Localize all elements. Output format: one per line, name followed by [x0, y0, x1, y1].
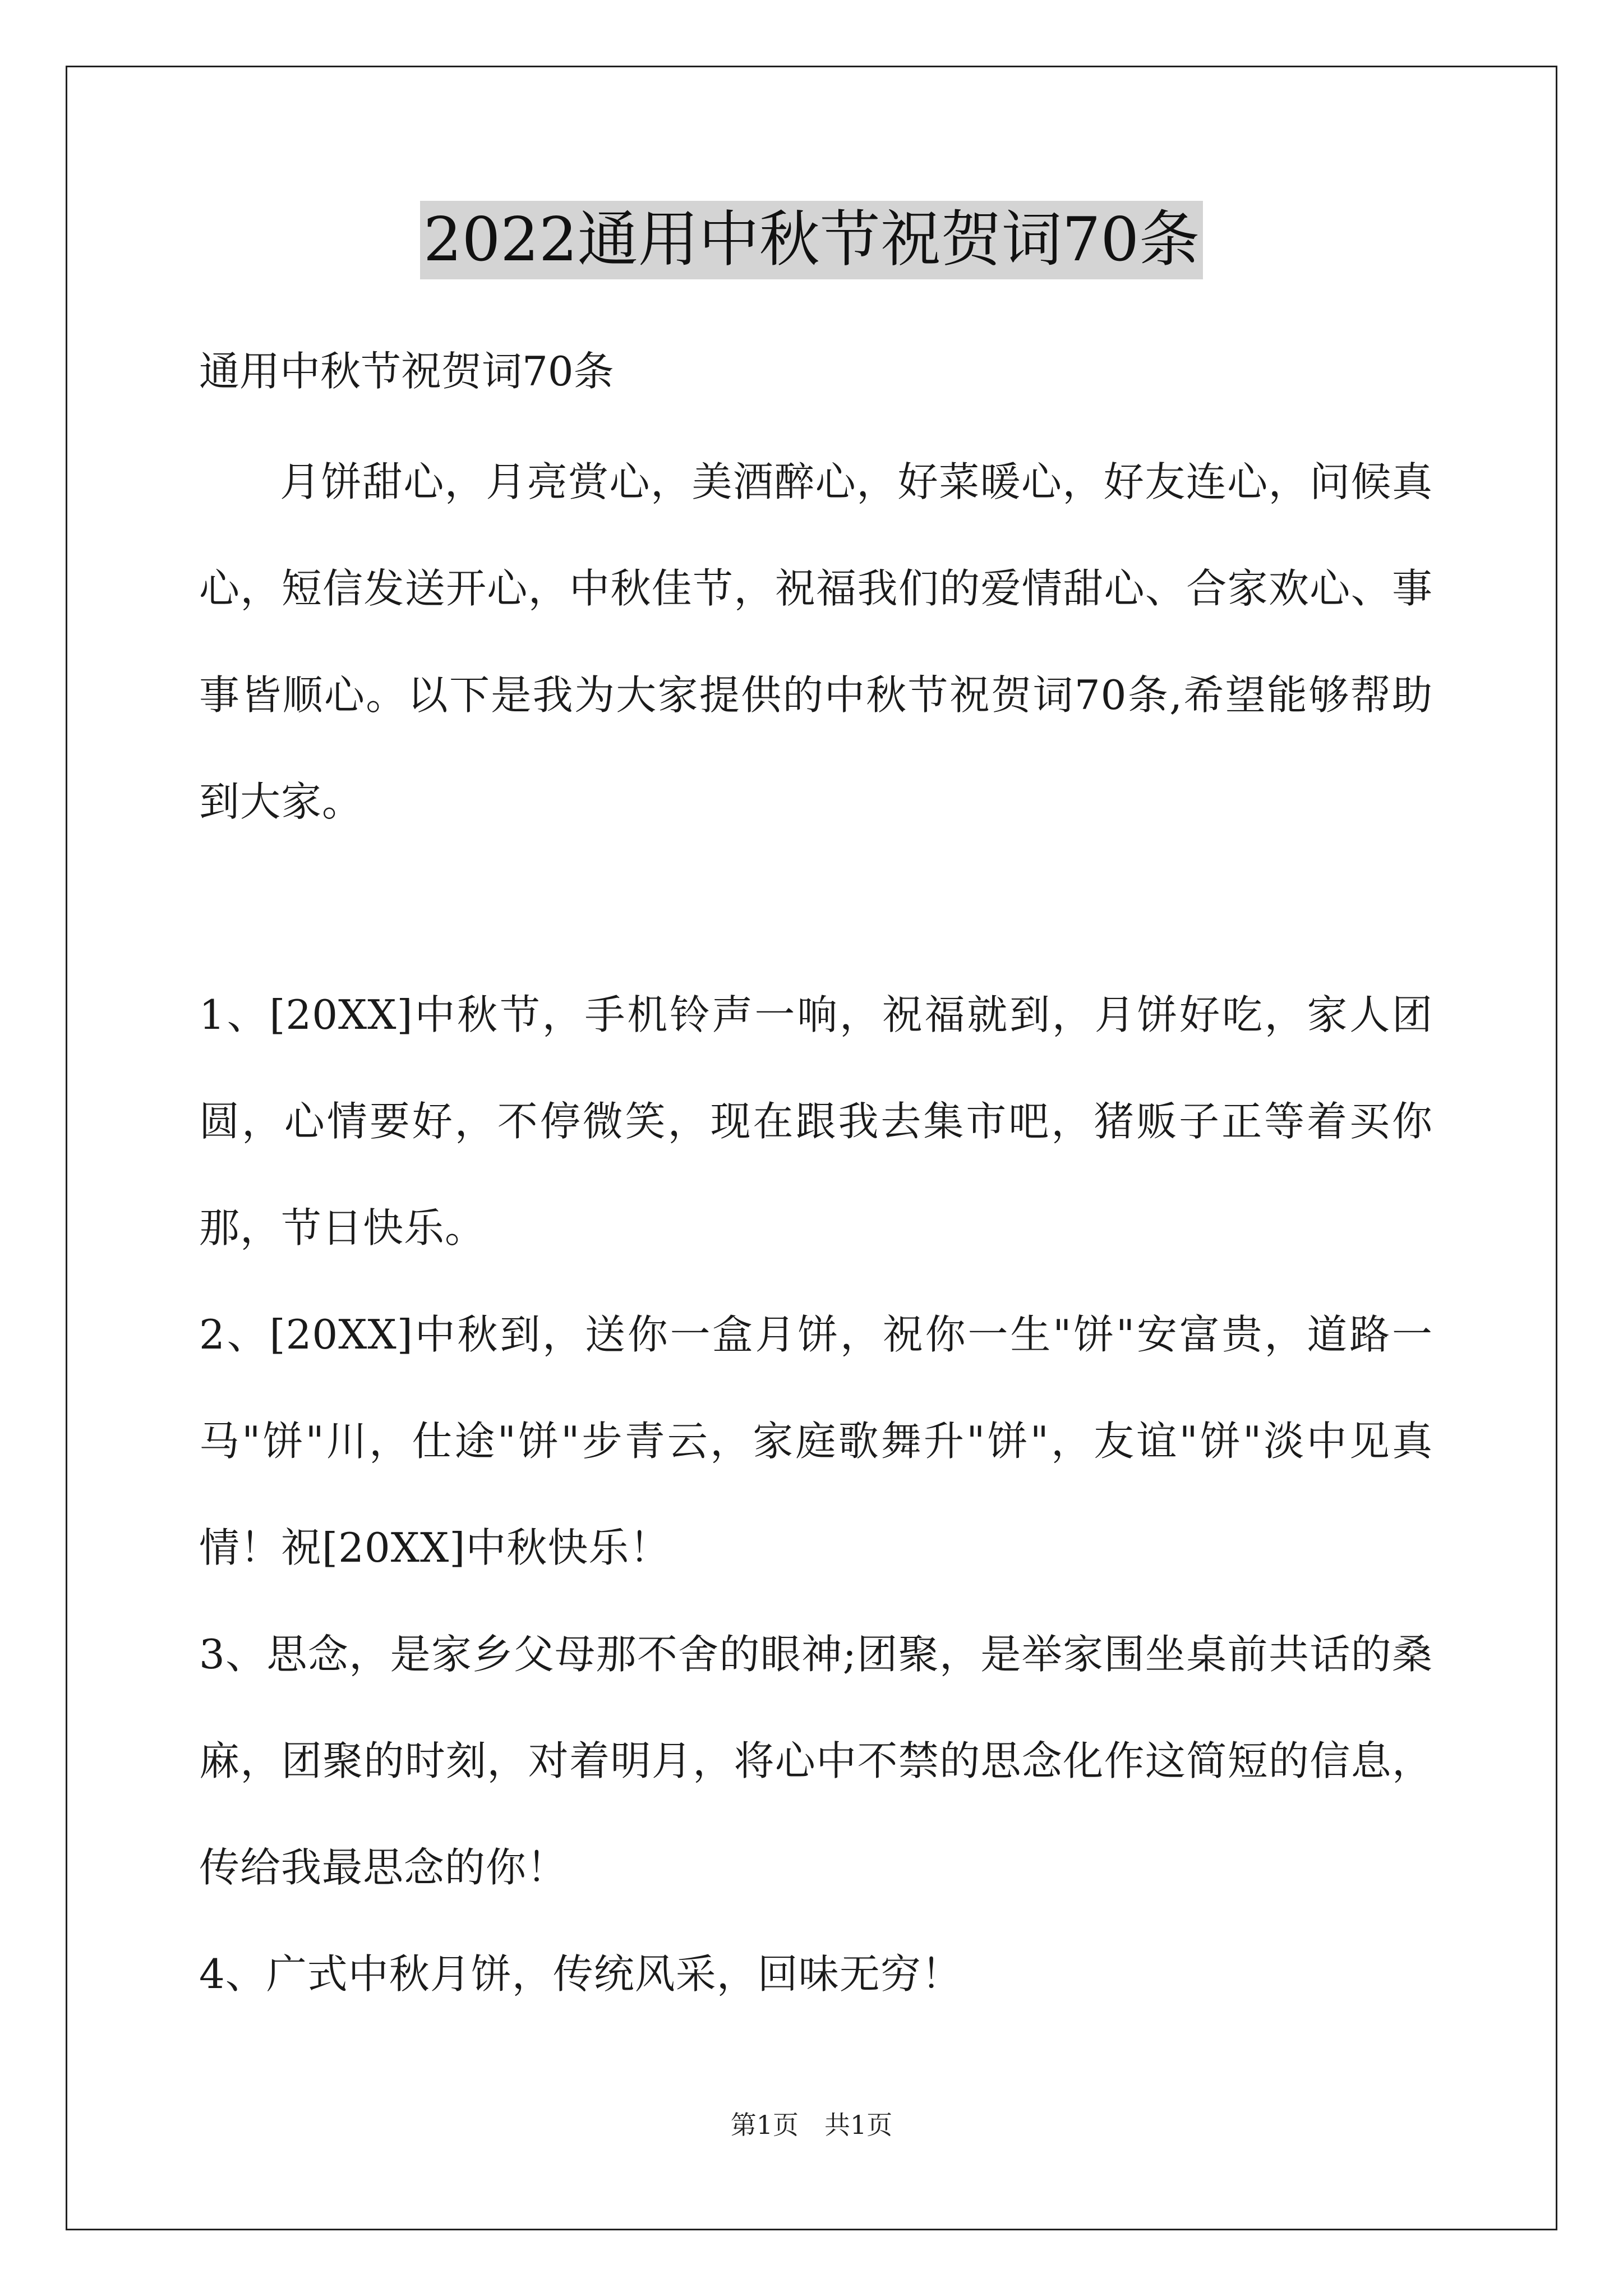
title-container — [0, 201, 1623, 279]
paragraph-gap — [199, 855, 1433, 961]
list-item-4: 4、广式中秋月饼，传统风采，回味无穷！ — [199, 1950, 962, 1998]
page-footer: 第1页 共1页 — [730, 2110, 893, 2140]
list-item-3: 3、思念，是家乡父母那不舍的眼神;团聚，是举家围坐桌前共话的桑麻，团聚的时刻，对着明月，将心中不禁的思念化作这简短的信息，传给我最思念的你！ — [199, 1631, 1433, 1891]
list-item-2: 2、[20XX]中秋到，送你一盒月饼，祝你一生"饼"安富贵，道路一马"饼"川，仕途"饼"步青云，家庭歌舞升"饼"，友谊"饼"淡中见真情！祝[20XX]中秋快乐！ — [199, 1311, 1433, 1571]
document-subtitle: 通用中秋节祝贺词70条 — [199, 348, 614, 395]
document-title: 2022通用中秋节祝贺词70条 — [420, 201, 1203, 279]
intro-paragraph: 月饼甜心，月亮赏心，美酒醉心，好菜暖心，好友连心，问候真心，短信发送开心，中秋佳节，祝福我们的爱情甜心、合家欢心、事事皆顺心。以下是我为大家提供的中秋节祝贺词70条,希望能够帮助到大家。 — [199, 458, 1433, 825]
list-item-1: 1、[20XX]中秋节，手机铃声一响，祝福就到，月饼好吃，家人团圆，心情要好，不停微笑，现在跟我去集市吧，猪贩子正等着买你那，节日快乐。 — [199, 991, 1433, 1251]
document-body — [199, 343, 1433, 2027]
